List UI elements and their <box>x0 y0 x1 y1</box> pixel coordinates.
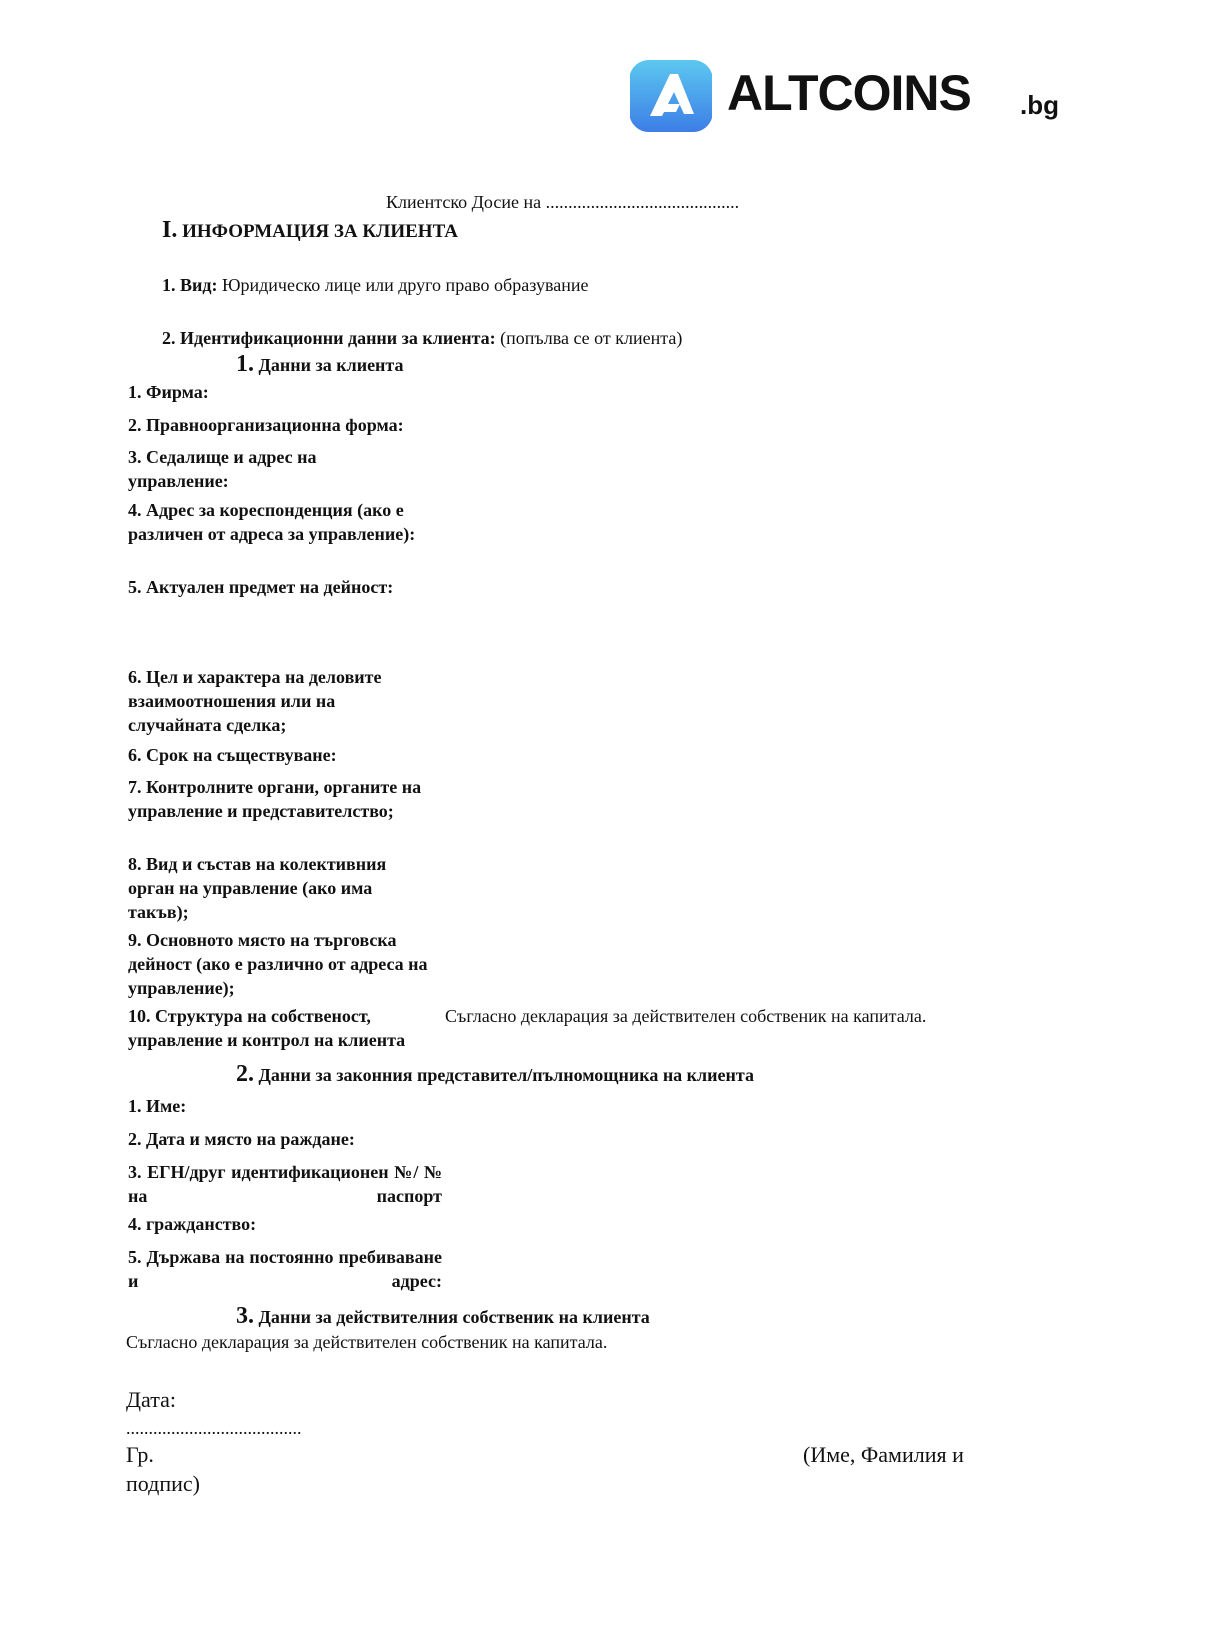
subsection-3-title: Данни за действителния собственик на клиента <box>254 1307 650 1327</box>
beneficial-owner-value: Съгласно декларация за действителен собственик на капитала. <box>126 1332 608 1352</box>
logo-suffix: .bg <box>1020 90 1059 120</box>
logo-wordmark: ALTCOINS <box>727 65 971 121</box>
ownership-value: Съгласно декларация за действителен собственик на капитала. <box>445 1006 927 1026</box>
section-1-roman: I. <box>162 217 178 243</box>
client-type-value: Юридическо лице или друго право образувание <box>217 275 589 295</box>
section-1-title: ИНФОРМАЦИЯ ЗА КЛИЕНТА <box>177 221 459 242</box>
field-rep-egn: 3. ЕГН/друг идентификационен №/ № на паспорт <box>128 1162 442 1206</box>
field-rep-citizenship: 4. гражданство: <box>128 1214 257 1234</box>
subsection-2-heading <box>236 1060 754 1089</box>
field-control-bodies: 7. Контролните органи, органите на управление и представителство; <box>128 777 422 821</box>
ident-data-label: 2. Идентификационни данни за клиента: <box>162 328 496 348</box>
field-company: 1. Фирма: <box>128 382 209 402</box>
field-legal-form: 2. Правноорганизационна форма: <box>128 415 404 435</box>
subsection-3-heading <box>236 1302 650 1331</box>
subsection-1-title: Данни за клиента <box>254 355 404 375</box>
subsection-1-number: 1. <box>236 351 254 377</box>
field-correspondence-address: 4. Адрес за кореспонденция (ако е различен от адреса за управление): <box>128 500 416 544</box>
field-rep-birth: 2. Дата и място на раждане: <box>128 1129 355 1149</box>
subsection-3-number: 3. <box>236 1303 254 1329</box>
field-duration: 6. Срок на съществуване: <box>128 745 337 765</box>
client-type-line <box>162 273 588 297</box>
city-label: Гр. <box>126 1442 154 1467</box>
field-purpose-relationship: 6. Цел и характера на деловите взаимоотношения или на случайната сделка; <box>128 667 382 735</box>
ident-data-value: (попълва се от клиента) <box>495 328 683 348</box>
field-rep-residence: 5. Държава на постоянно пребиваване и адрес: <box>128 1247 442 1291</box>
field-collective-body: 8. Вид и състав на колективния орган на управление (ако има такъв); <box>128 854 387 922</box>
field-seat-address: 3. Седалище и адрес на управление: <box>128 447 317 491</box>
subsection-1-heading <box>236 350 404 379</box>
subsection-2-title: Данни за законния представител/пълномощника на клиента <box>254 1065 754 1085</box>
ident-data-line <box>162 326 682 350</box>
field-ownership-structure: 10. Структура на собственост, управление и контрол на клиента <box>128 1006 406 1050</box>
subsection-2-number: 2. <box>236 1061 254 1087</box>
field-business-activity: 5. Актуален предмет на дейност: <box>128 577 394 597</box>
company-logo <box>628 56 1078 136</box>
signature-label: подпис) <box>126 1471 200 1496</box>
date-label: Дата: <box>126 1387 176 1412</box>
document-title: Клиентско Досие на ........................................... <box>386 192 740 212</box>
field-main-business-place: 9. Основното място на търговска дейност (ако е различно от адреса на управление); <box>128 930 428 998</box>
field-rep-name: 1. Име: <box>128 1096 187 1116</box>
altcoins-logo-icon <box>628 58 714 134</box>
name-signature-label: (Име, Фамилия и <box>803 1442 964 1467</box>
date-dots: ....................................... <box>126 1418 302 1438</box>
client-type-label: 1. Вид: <box>162 275 218 295</box>
section-1-heading <box>162 216 458 246</box>
